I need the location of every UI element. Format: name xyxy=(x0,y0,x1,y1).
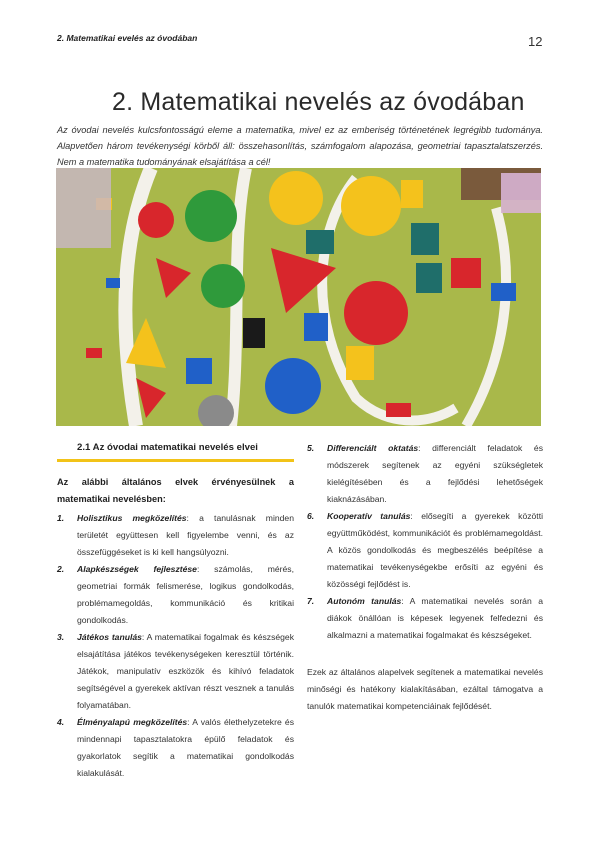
photo-teal-card xyxy=(416,263,442,293)
list-item-number: 3. xyxy=(57,632,65,642)
closing-paragraph: Ezek az általános alapelvek segítenek a matematikai nevelés minőségi és hatékony kialakításában, ezáltal támogatva a tanulók matematikai kompetenciáinak fejlődését. xyxy=(307,667,543,711)
list-item-term: Autonóm tanulás xyxy=(327,596,402,606)
list-item-term: Játékos tanulás xyxy=(77,632,142,642)
photo-blue-circle xyxy=(265,358,321,414)
left-column xyxy=(57,440,294,782)
photo-yellow-card xyxy=(401,180,423,208)
photo-black-square xyxy=(243,318,265,348)
list-item-number: 7. xyxy=(307,596,315,606)
photo-red-circle xyxy=(138,202,174,238)
list-item-term: Kooperatív tanulás xyxy=(327,511,411,521)
running-header: 2. Matematikai evelés az óvodában xyxy=(57,33,198,43)
list-item-text: : elősegíti a gyerekek közötti együttműködést, kommunikációt és problémamegoldást. A közös gondolkodás és megbeszélés beépítése a matematikai tevékenységekbe erősíti az egyéni és közösségi fejlődést is. xyxy=(327,511,543,589)
photo-red-block xyxy=(386,403,411,417)
list-item-text: : differenciált feladatok és módszerek segítenek az egyéni szükségletek kielégítésében és a fejlődési lehetőségek kiaknázásában. xyxy=(327,443,543,504)
list-item-number: 5. xyxy=(307,443,315,453)
photo-blue-card xyxy=(186,358,212,384)
photo-blue-block xyxy=(491,283,516,301)
photo-teal-card xyxy=(411,223,439,255)
photo-yellow-circle xyxy=(341,176,401,236)
photo-child-area xyxy=(501,173,541,213)
list-item-text: : A valós élethelyzetekre és mindennapi tapasztalatokra épülő feladatok és gyakorlatok segítik a matematikai gondolkodás kialakulását. xyxy=(77,717,294,778)
photo-yellow-card xyxy=(346,346,374,380)
section-lead: Az alábbi általános elvek érvényesülnek a matematikai nevelésben: xyxy=(57,477,294,504)
list-item-number: 6. xyxy=(307,511,315,521)
list-item xyxy=(57,714,294,782)
list-item xyxy=(307,508,543,593)
right-column xyxy=(307,440,543,724)
section-heading: 2.1 Az óvodai matematikai nevelés elvei xyxy=(57,440,294,462)
list-item xyxy=(57,629,294,714)
photo-child-area xyxy=(56,168,111,248)
photo-red-card xyxy=(451,258,481,288)
photo-green-circle xyxy=(201,264,245,308)
photo-yellow-circle xyxy=(269,171,323,225)
list-item-number: 4. xyxy=(57,717,65,727)
principles-list-right xyxy=(307,440,543,644)
list-item-term: Differenciált oktatás xyxy=(327,443,419,453)
photo-green-circle xyxy=(185,190,237,242)
list-item xyxy=(307,440,543,508)
principles-list-left xyxy=(57,510,294,782)
list-item-term: Holisztikus megközelítés xyxy=(77,513,187,523)
list-item xyxy=(57,561,294,629)
page-title: 2. Matematikai nevelés az óvodában xyxy=(112,88,525,116)
list-item-text: : számolás, mérés, geometriai formák felismerése, logikus gondolkodás, problémamegoldás, kommunikáció és kritikai gondolkodás. xyxy=(77,564,294,625)
list-item-text: : A matematikai nevelés során a diákok önállóan is képesek legyenek felfedezni és alkalmazni a matematikai fogalmakat és készségeket. xyxy=(327,596,543,640)
list-item-term: Alapkészségek fejlesztése xyxy=(77,564,197,574)
list-item-term: Élményalapú megközelítés xyxy=(77,717,188,727)
list-item-number: 2. xyxy=(57,564,65,574)
list-item-number: 1. xyxy=(57,513,65,523)
photo-blue-card xyxy=(304,313,328,341)
intro-paragraph: Az óvodai nevelés kulcsfontosságú eleme a matematika, mivel ez az emberiség történetének legrégibb tudománya. Alapvetően három tevékenységi körből áll: összehasonlítás, számfogalom alapozása, geometriai tapasztalatszerzés. Nem a matematika tudományának elsajátítása a cél! xyxy=(57,125,543,167)
list-item xyxy=(307,593,543,644)
page-number: 12 xyxy=(528,34,543,49)
photo-blue-block xyxy=(106,278,120,288)
photo-red-block xyxy=(86,348,102,358)
list-item-text: : a tanulásnak minden területét együttesen kell figyelembe venni, és az összefüggéseket is ki kell hangsúlyozni. xyxy=(77,513,294,557)
photo-red-circle xyxy=(344,281,408,345)
list-item-text: : A matematikai fogalmak és készségek elsajátítása játékos tevékenységeken keresztül történik. Játékok, manipulatív eszközök és kihívó feladatok segítségével a gyerekek aktívan részt vesznek a tanulás folyamatában. xyxy=(77,632,294,710)
photo-teal-card xyxy=(306,230,334,254)
list-item xyxy=(57,510,294,561)
classroom-photo xyxy=(56,168,541,426)
